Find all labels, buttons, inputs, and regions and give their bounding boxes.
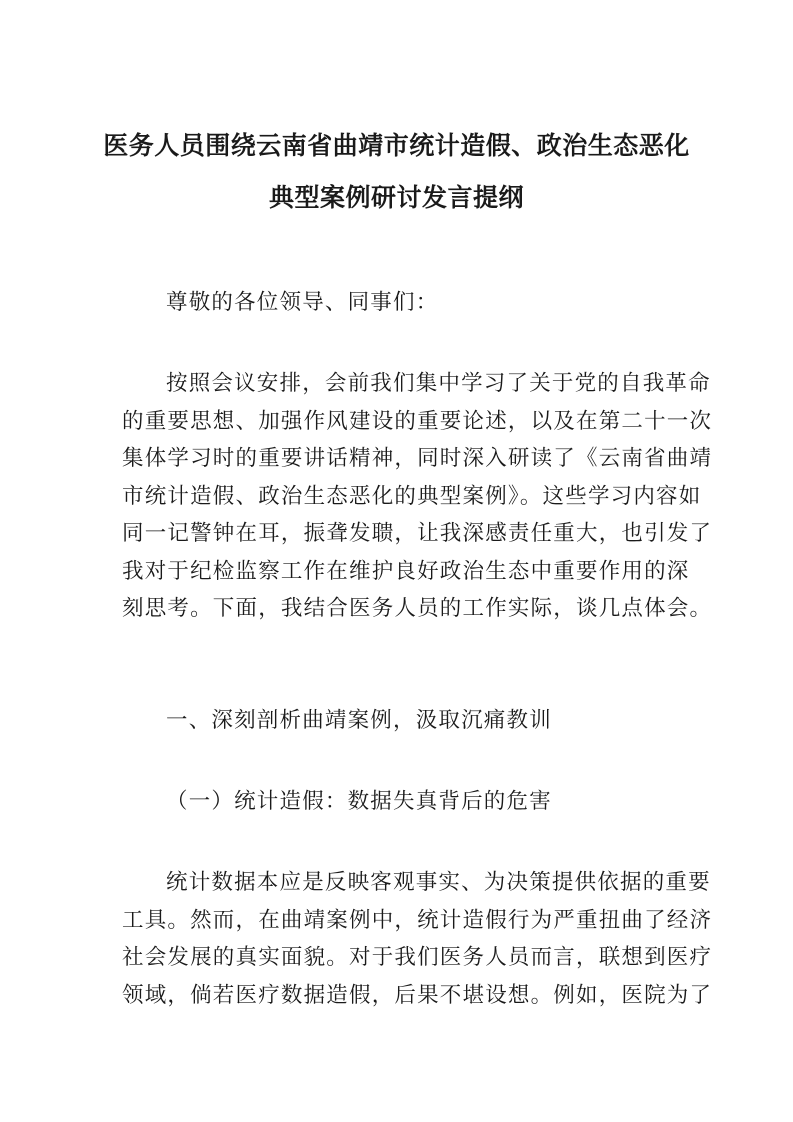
subsection-heading-text: （一）统计造假：数据失真背后的危害 [166, 789, 552, 814]
paragraph-line: 我对于纪检监察工作在维护良好政治生态中重要作用的深 [122, 558, 690, 584]
section-heading-text: 一、深刻剖析曲靖案例，汲取沉痛教训 [166, 708, 552, 733]
paragraph-line: 工具。然而，在曲靖案例中，统计造假行为严重扭曲了经济 [122, 907, 713, 933]
paragraph-line: 按照会议安排，会前我们集中学习了关于党的自我革命 [166, 371, 711, 396]
title-line: 医务人员围绕云南省曲靖市统计造假、政治生态恶化 [103, 131, 690, 160]
paragraph-line: 市统计造假、政治生态恶化的典型案例》。这些学习内容如 [122, 483, 702, 509]
subsection-heading [122, 783, 674, 821]
section-heading [122, 702, 674, 740]
salutation [122, 284, 674, 322]
paragraph-line: 集体学习时的重要讲话精神，同时深入研读了《云南省曲靖 [122, 446, 713, 471]
paragraph-1 [122, 365, 713, 628]
paragraph-line: 的重要思想、加强作风建设的重要论述，以及在第二十一次 [122, 408, 713, 434]
paragraph-line: 刻思考。下面，我结合医务人员的工作实际，谈几点体会。 [122, 596, 713, 621]
paragraph-line: 同一记警钟在耳，振聋发聩，让我深感责任重大，也引发了 [122, 521, 713, 546]
salutation-text: 尊敬的各位领导、同事们： [166, 290, 439, 315]
paragraph-line: 领域，倘若医疗数据造假，后果不堪设想。例如，医院为了 [122, 982, 713, 1008]
paragraph-2 [122, 864, 713, 1014]
title-line: 典型案例研讨发言提纲 [268, 183, 524, 212]
paragraph-line: 社会发展的真实面貌。对于我们医务人员而言，联想到医疗 [122, 945, 713, 970]
document-title [90, 120, 703, 224]
paragraph-line: 统计数据本应是反映客观事实、为决策提供依据的重要 [166, 870, 711, 895]
